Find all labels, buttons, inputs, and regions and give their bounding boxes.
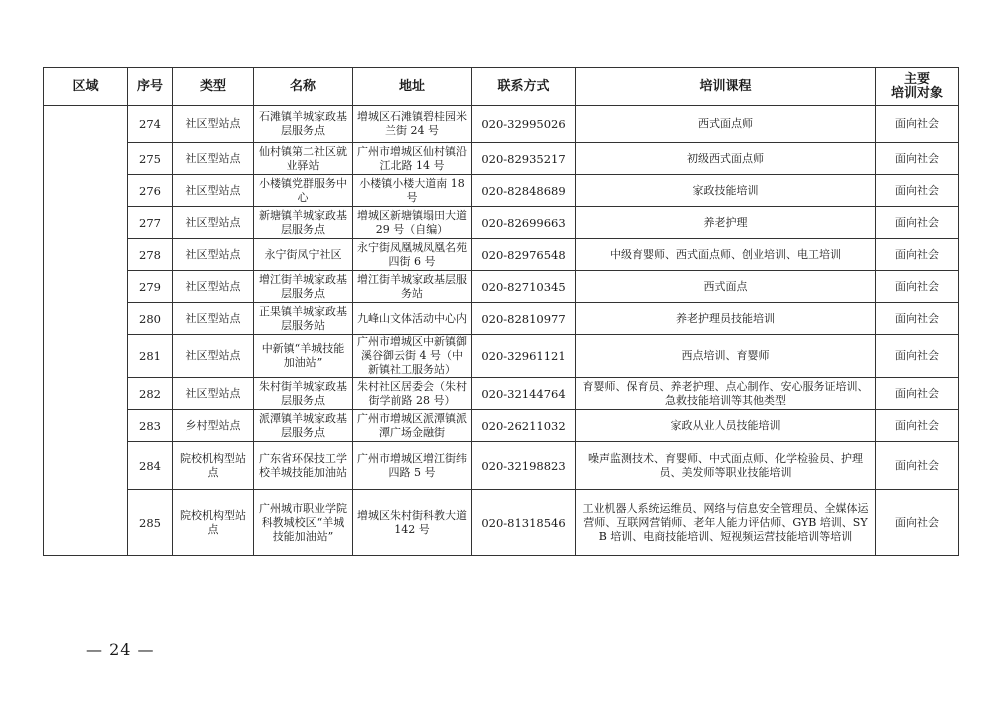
cell-contact: 020-32144764 [472,378,576,410]
cell-courses: 西式面点师 [576,106,876,143]
cell-courses: 育婴师、保育员、养老护理、点心制作、安心服务证培训、急救技能培训等其他类型 [576,378,876,410]
header-address: 地址 [353,68,472,106]
cell-seq: 281 [128,335,173,378]
cell-name: 永宁街凤宁社区 [254,239,353,271]
header-contact: 联系方式 [472,68,576,106]
cell-courses: 中级育婴师、西式面点师、创业培训、电工培训 [576,239,876,271]
cell-type: 社区型站点 [173,239,254,271]
cell-address: 朱村社区居委会（朱村街学前路 28 号） [353,378,472,410]
cell-target: 面向社会 [876,106,959,143]
cell-courses: 养老护理 [576,207,876,239]
table-row [44,271,959,303]
cell-seq: 280 [128,303,173,335]
cell-type: 社区型站点 [173,207,254,239]
cell-target: 面向社会 [876,303,959,335]
cell-courses: 家政从业人员技能培训 [576,410,876,442]
cell-address: 九峰山文体活动中心内 [353,303,472,335]
cell-address: 增城区朱村街科教大道 142 号 [353,490,472,556]
cell-contact: 020-81318546 [472,490,576,556]
cell-name: 新塘镇羊城家政基层服务点 [254,207,353,239]
header-name: 名称 [254,68,353,106]
cell-target: 面向社会 [876,239,959,271]
cell-type: 社区型站点 [173,106,254,143]
table-row [44,303,959,335]
cell-contact: 020-32198823 [472,442,576,490]
cell-seq: 275 [128,143,173,175]
cell-contact: 020-82848689 [472,175,576,207]
cell-seq: 276 [128,175,173,207]
cell-type: 院校机构型站点 [173,442,254,490]
cell-target: 面向社会 [876,207,959,239]
cell-contact: 020-82935217 [472,143,576,175]
cell-name: 派潭镇羊城家政基层服务点 [254,410,353,442]
cell-target: 面向社会 [876,271,959,303]
table-row [44,442,959,490]
cell-address: 增城区石滩镇碧桂园米兰街 24 号 [353,106,472,143]
cell-address: 广州市增城区仙村镇沿江北路 14 号 [353,143,472,175]
table-row [44,335,959,378]
cell-target: 面向社会 [876,175,959,207]
cell-courses: 噪声监测技术、育婴师、中式面点师、化学检验员、护理员、美发师等职业技能培训 [576,442,876,490]
cell-courses: 初级西式面点师 [576,143,876,175]
cell-name: 小楼镇党群服务中心 [254,175,353,207]
cell-seq: 278 [128,239,173,271]
cell-type: 社区型站点 [173,175,254,207]
header-target [876,68,959,106]
cell-region [44,106,128,556]
cell-seq: 285 [128,490,173,556]
cell-type: 社区型站点 [173,335,254,378]
cell-name: 正果镇羊城家政基层服务站 [254,303,353,335]
cell-seq: 284 [128,442,173,490]
cell-name: 广州城市职业学院科教城校区“羊城技能加油站” [254,490,353,556]
cell-target: 面向社会 [876,143,959,175]
cell-target: 面向社会 [876,378,959,410]
cell-address: 增江街羊城家政基层服务站 [353,271,472,303]
table-row [44,239,959,271]
table-row [44,378,959,410]
header-seq: 序号 [128,68,173,106]
cell-seq: 279 [128,271,173,303]
table-row [44,410,959,442]
cell-seq: 277 [128,207,173,239]
cell-address: 广州市增城区派潭镇派潭广场金融街 [353,410,472,442]
table-row [44,207,959,239]
cell-address: 永宁街凤凰城凤凰名苑四街 6 号 [353,239,472,271]
cell-type: 社区型站点 [173,303,254,335]
header-target-line1: 主要 [903,71,930,87]
header-target-line2: 培训对象 [890,85,943,101]
cell-name: 中新镇“羊城技能加油站” [254,335,353,378]
header-courses: 培训课程 [576,68,876,106]
cell-address: 广州市增城区增江街纬四路 5 号 [353,442,472,490]
cell-name: 朱村街羊城家政基层服务点 [254,378,353,410]
cell-name: 石滩镇羊城家政基层服务点 [254,106,353,143]
cell-seq: 282 [128,378,173,410]
table-header-row [44,68,959,106]
cell-courses: 西式面点 [576,271,876,303]
cell-courses: 西点培训、育婴师 [576,335,876,378]
cell-courses: 家政技能培训 [576,175,876,207]
cell-type: 乡村型站点 [173,410,254,442]
cell-target: 面向社会 [876,442,959,490]
cell-seq: 274 [128,106,173,143]
cell-name: 增江街羊城家政基层服务点 [254,271,353,303]
cell-contact: 020-82710345 [472,271,576,303]
cell-contact: 020-82810977 [472,303,576,335]
cell-name: 广东省环保技工学校羊城技能加油站 [254,442,353,490]
table-body [44,106,959,556]
table-row [44,490,959,556]
table-row [44,143,959,175]
page-number: — 24 — [86,640,155,659]
cell-type: 院校机构型站点 [173,490,254,556]
cell-target: 面向社会 [876,410,959,442]
header-type: 类型 [173,68,254,106]
cell-contact: 020-26211032 [472,410,576,442]
cell-type: 社区型站点 [173,271,254,303]
cell-address: 小楼镇小楼大道南 18 号 [353,175,472,207]
cell-contact: 020-82976548 [472,239,576,271]
cell-target: 面向社会 [876,335,959,378]
cell-contact: 020-32995026 [472,106,576,143]
cell-contact: 020-32961121 [472,335,576,378]
training-sites-table [43,67,959,556]
cell-name: 仙村镇第二社区就业驿站 [254,143,353,175]
table-row [44,106,959,143]
cell-contact: 020-82699663 [472,207,576,239]
cell-address: 增城区新塘镇塌田大道 29 号（自编） [353,207,472,239]
header-region: 区域 [44,68,128,106]
cell-courses: 养老护理员技能培训 [576,303,876,335]
cell-type: 社区型站点 [173,378,254,410]
cell-target: 面向社会 [876,490,959,556]
cell-address: 广州市增城区中新镇御溪谷御云街 4 号（中新镇社工服务站） [353,335,472,378]
table-row [44,175,959,207]
cell-type: 社区型站点 [173,143,254,175]
cell-courses: 工业机器人系统运维员、网络与信息安全管理员、全媒体运营师、互联网营销师、老年人能力评估师、GYB 培训、SYB 培训、电商技能培训、短视频运营技能培训等培训 [576,490,876,556]
cell-seq: 283 [128,410,173,442]
